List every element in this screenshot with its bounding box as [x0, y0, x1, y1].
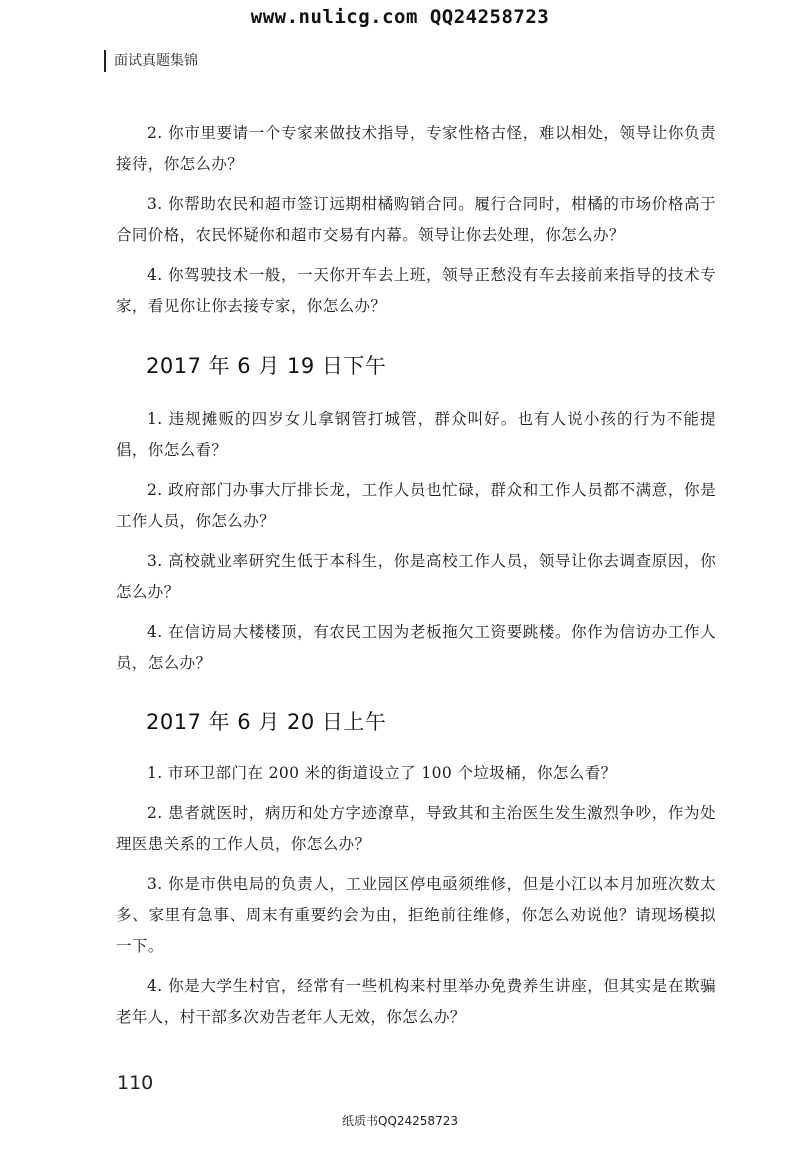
question-item: 1. 市环卫部门在 200 米的街道设立了 100 个垃圾桶，你怎么看？ — [147, 764, 617, 782]
question-item: 2. 患者就医时，病历和处方字迹潦草，导致其和主治医生发生激烈争吵，作为处理医患关系的工作人员，你怎么办？ — [116, 804, 716, 853]
question-list — [116, 404, 716, 688]
section-heading: 2017 年 6 月 20 日上午 — [146, 710, 387, 734]
question-item: 2. 你市里要请一个专家来做技术指导，专家性格古怪，难以相处，领导让你负责接待，你怎么办？ — [116, 124, 716, 173]
page-number: 110 — [117, 1072, 154, 1094]
question-item: 3. 你帮助农民和超市签订远期柑橘购销合同。履行合同时，柑橘的市场价格高于合同价格，农民怀疑你和超市交易有内幕。领导让你去处理，你怎么办？ — [116, 195, 716, 244]
question-list — [116, 758, 716, 1042]
question-item: 4. 在信访局大楼楼顶，有农民工因为老板拖欠工资要跳楼。你作为信访办工作人员，怎么办？ — [116, 623, 716, 672]
question-list-continued — [116, 118, 716, 331]
question-item: 2. 政府部门办事大厅排长龙，工作人员也忙碌，群众和工作人员都不满意，你是工作人员，你怎么办？ — [116, 481, 716, 530]
question-item: 3. 你是市供电局的负责人，工业园区停电亟须维修，但是小江以本月加班次数太多、家里有急事、周末有重要约会为由，拒绝前往维修，你怎么劝说他？请现场模拟一下。 — [116, 875, 716, 955]
section-heading: 2017 年 6 月 19 日下午 — [146, 354, 387, 378]
running-header: 面试真题集锦 — [104, 50, 198, 72]
watermark-top: www.nulicg.com QQ24258723 — [250, 6, 550, 28]
question-item: 3. 高校就业率研究生低于本科生，你是高校工作人员，领导让你去调查原因，你怎么办？ — [116, 552, 716, 601]
question-item: 4. 你是大学生村官，经常有一些机构来村里举办免费养生讲座，但其实是在欺骗老年人，村干部多次劝告老年人无效，你怎么办？ — [116, 977, 716, 1026]
question-item: 1. 违规摊贩的四岁女儿拿钢管打城管，群众叫好。也有人说小孩的行为不能提倡，你怎么看？ — [116, 410, 716, 459]
footer-watermark: 纸质书QQ24258723 — [342, 1114, 458, 1128]
question-item: 4. 你驾驶技术一般，一天你开车去上班，领导正愁没有车去接前来指导的技术专家，看见你让你去接专家，你怎么办？ — [116, 266, 716, 315]
